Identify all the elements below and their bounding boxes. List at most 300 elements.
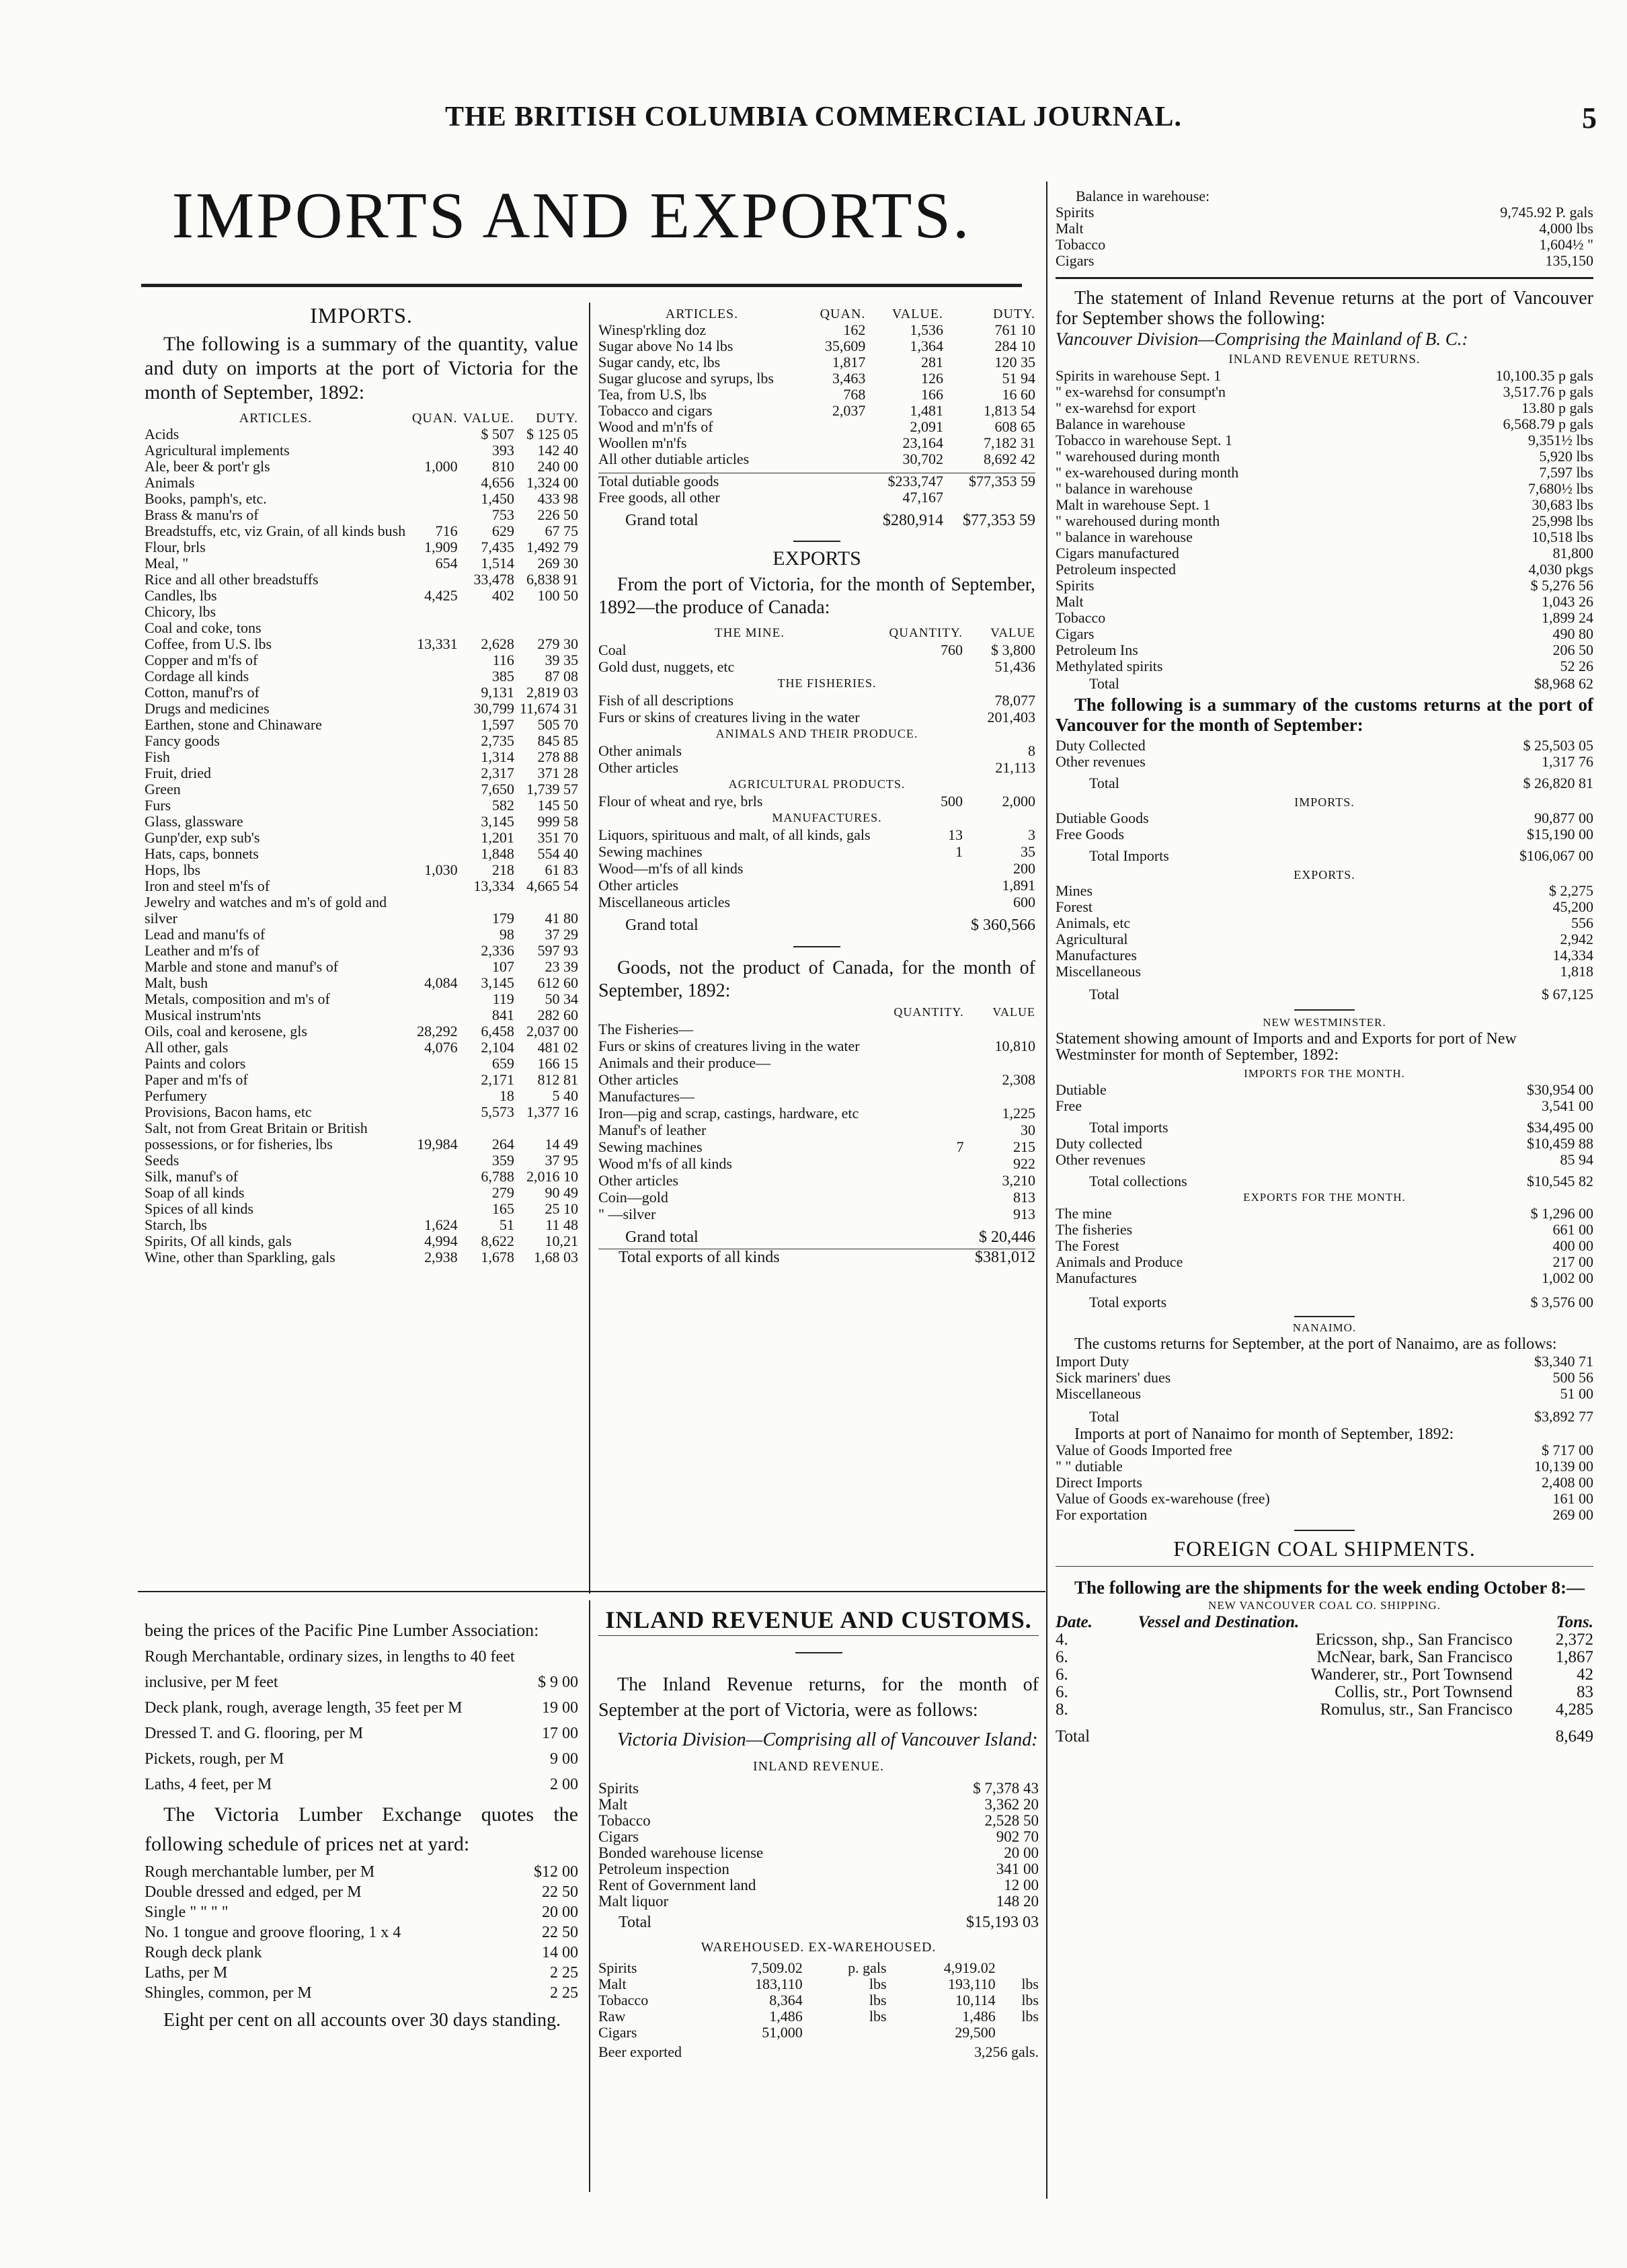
row-value: 2,735 [481, 732, 514, 749]
row-label: 6. [1056, 1666, 1068, 1684]
imports-row [145, 1056, 578, 1072]
ir-row [1056, 545, 1593, 561]
row-value: 61 83 [545, 861, 578, 878]
row-label: " warehoused during month [1056, 448, 1220, 465]
row-value: 126 [921, 370, 944, 387]
row-value: 10,114 [955, 1992, 996, 2008]
row-value: 51 00 [1560, 1385, 1593, 1402]
row-label: All other dutiable articles [598, 451, 750, 467]
notcanada-row [598, 1054, 1035, 1071]
col-value: VALUE [990, 626, 1035, 640]
row-value: 39 35 [545, 652, 578, 668]
cust-total-value: $ 26,820 81 [1523, 775, 1593, 791]
inland-total-row [598, 1912, 1039, 1932]
row-label: Spirits in warehouse Sept. 1 [1056, 367, 1222, 384]
coal-row [1056, 1666, 1593, 1684]
inland-row [598, 1781, 1039, 1797]
free-goods-value: 47,167 [902, 489, 944, 506]
row-label: Free Goods [1056, 826, 1125, 843]
row-value [964, 1021, 1035, 1038]
row-value [882, 1155, 964, 1172]
row-value: 17 00 [542, 1725, 578, 1742]
row-label: Other revenues [1056, 1151, 1146, 1168]
vanc-export-row [1056, 947, 1593, 964]
row-value: 7,680½ lbs [1527, 480, 1593, 497]
row-value: 1,848 [481, 845, 514, 862]
coal-sub: NEW VANCOUVER COAL CO. SHIPPING. [1208, 1599, 1441, 1612]
ir-row [1056, 368, 1593, 384]
row-label: Iron and steel m'fs of [145, 877, 270, 894]
vanc-imports-total-label: Total Imports [1089, 847, 1169, 864]
row-value: 1,492 79 [526, 539, 578, 555]
row-value: 42 [1577, 1666, 1593, 1684]
row-value: 2,037 [832, 402, 866, 419]
row-value [881, 860, 963, 877]
row-value: 845 85 [537, 732, 578, 749]
vanc-exports-total-value: $ 67,125 [1542, 986, 1593, 1003]
ir-row [1056, 529, 1593, 545]
row-label: Animals and their produce— [598, 1054, 770, 1071]
exports-row [598, 826, 1035, 843]
row-value: 4,000 lbs [1539, 220, 1593, 237]
imports-row [145, 975, 578, 991]
row-label: Chicory, lbs [145, 603, 216, 620]
row-label: Spices of all kinds [145, 1200, 253, 1217]
imports-row [145, 1201, 578, 1217]
row-value: 1,000 [424, 458, 458, 475]
exports-heading: EXPORTS [772, 547, 861, 570]
notcanada-row [598, 1172, 1035, 1189]
row-label: Cigars [598, 2024, 637, 2041]
row-value: 654 [435, 555, 458, 572]
coal-rows [1056, 1631, 1593, 1719]
row-value: 217 00 [1552, 1253, 1593, 1270]
nw-export-row [1056, 1206, 1593, 1222]
row-label: Rough deck plank [145, 1944, 262, 1961]
row-value [407, 733, 458, 749]
row-value: 813 [1013, 1189, 1035, 1206]
ir-value-row [1056, 642, 1593, 658]
row-value [407, 1072, 458, 1088]
right-column [1056, 188, 1593, 1746]
row-value: $ 717 00 [1542, 1442, 1593, 1458]
row-label: Hops, lbs [145, 861, 201, 878]
row-value: 716 [435, 522, 458, 539]
row-label: Cigars [598, 1828, 639, 1845]
imports-row [145, 878, 578, 894]
row-value: 14 49 [545, 1136, 578, 1152]
row-value: 1,201 [481, 829, 514, 846]
row-value: p. gals [848, 1959, 887, 1976]
row-label: Gold dust, nuggets, etc [598, 658, 735, 675]
row-value: 81,800 [1552, 545, 1593, 561]
row-value: 1,899 24 [1542, 609, 1593, 626]
row-value [407, 1056, 458, 1072]
row-value [407, 701, 458, 717]
column-rule [589, 1600, 590, 2192]
row-label: For exportation [1056, 1506, 1148, 1523]
col-value: VALUE. [463, 411, 514, 426]
imports-row [145, 1120, 578, 1152]
row-value: 116 [492, 652, 514, 668]
divider [1056, 1566, 1593, 1567]
row-value: $30,954 00 [1527, 1081, 1593, 1098]
row-value: 7,509.02 [750, 1959, 803, 1976]
row-label: Tobacco [1056, 609, 1106, 626]
row-label: Soap of all kinds [145, 1184, 245, 1201]
exports-fisheries-rows [598, 692, 1035, 726]
row-value [407, 652, 458, 668]
row-value: 206 50 [1552, 641, 1593, 658]
row-value: 18 [499, 1087, 514, 1104]
row-value: 341 00 [996, 1861, 1039, 1877]
row-value: 21,113 [995, 759, 1035, 776]
row-value [407, 749, 458, 765]
row-value: 282 60 [537, 1007, 578, 1023]
imports-row [598, 403, 1035, 419]
nw-imp-head: IMPORTS FOR THE MONTH. [1244, 1067, 1405, 1080]
row-label: Other articles [598, 877, 679, 894]
row-value: $ 5,276 56 [1530, 577, 1593, 594]
imports-row [145, 749, 578, 765]
row-value: 5 40 [552, 1087, 578, 1104]
row-label: Manufactures— [598, 1088, 695, 1105]
row-value: 9,745.92 P. gals [1500, 204, 1593, 221]
row-label: Double dressed and edged, per M [145, 1883, 362, 1901]
row-label: Woollen m'n'fs [598, 434, 687, 451]
row-value: 3 [1028, 826, 1035, 843]
total-dutiable-duty: $77,353 59 [969, 473, 1035, 490]
imports-continued [598, 306, 1035, 1266]
row-value: 2,000 [1002, 793, 1035, 810]
nw-imp-total-label: Total imports [1089, 1119, 1168, 1136]
col-tons: Tons. [1556, 1613, 1593, 1631]
page-title: IMPORTS AND EXPORTS. [171, 180, 971, 252]
row-value [407, 991, 458, 1007]
imports-row [145, 1185, 578, 1201]
row-value: Collis, str., Port Townsend [1335, 1683, 1513, 1701]
inland-row [598, 1797, 1039, 1813]
notcanada-row [598, 1105, 1035, 1122]
row-value: 240 00 [537, 458, 578, 475]
row-value: 1,909 [424, 539, 458, 555]
nw-exp-total-row [1056, 1294, 1593, 1311]
balance-row [1056, 204, 1593, 221]
imports-heading: IMPORTS. [310, 303, 413, 327]
lumber-row [145, 1772, 578, 1797]
row-label: Single " " " " [145, 1904, 229, 1921]
row-label: Malt [598, 1976, 627, 1992]
row-value: 193,110 [948, 1976, 996, 1992]
row-value: 269 30 [537, 555, 578, 572]
row-value: 2 25 [550, 1984, 578, 2002]
row-value: 3,541 00 [1542, 1097, 1593, 1114]
row-value: 13 [948, 826, 963, 843]
cust-total-label: Total [1089, 775, 1119, 791]
exports-row [598, 860, 1035, 877]
nanaimo-import-row [1056, 1442, 1593, 1458]
imports-table-a [145, 410, 578, 1265]
exports-row [598, 641, 1035, 658]
row-value: 902 70 [996, 1828, 1039, 1845]
row-value: 3,145 [481, 974, 514, 991]
inland-total-label: Total [619, 1914, 651, 1931]
row-value: McNear, bark, San Francisco [1316, 1648, 1513, 1666]
inland-section [598, 1606, 1039, 2061]
ir-row [1056, 465, 1593, 481]
row-label: Candles, lbs [145, 587, 217, 604]
total-dutiable-label: Total dutiable goods [598, 473, 719, 490]
exports-row [598, 709, 1035, 726]
notcanada-row [598, 1206, 1035, 1222]
row-value: 35 [1021, 843, 1035, 860]
ir-row [1056, 432, 1593, 448]
row-value: 1,891 [1002, 877, 1035, 894]
row-value [882, 1122, 964, 1138]
customs-table [1056, 738, 1593, 770]
inland-total-value: $15,193 03 [966, 1914, 1039, 1931]
row-label: Meal, " [145, 555, 189, 572]
grand-total-value: $280,914 [883, 512, 944, 529]
imports-row [145, 1007, 578, 1023]
nanaimo-head: NANAIMO. [1292, 1321, 1357, 1334]
row-label: Cotton, manuf'rs of [145, 684, 260, 701]
ir-row [1056, 561, 1593, 578]
row-value [805, 435, 865, 451]
row-label: Rough Merchantable, ordinary sizes, in lengths to 40 feet inclusive, per M feet [145, 1648, 515, 1691]
nw-duty-row [1056, 1152, 1593, 1168]
imports-row [145, 943, 578, 959]
row-value: 33,478 [473, 571, 514, 588]
row-value: 2,336 [481, 942, 514, 959]
notcanada-intro: Goods, not the product of Canada, for the month of September, 1892: [598, 957, 1035, 1001]
row-value: 135,150 [1545, 252, 1593, 269]
row-value [882, 1172, 964, 1189]
nw-import-row [1056, 1098, 1593, 1114]
row-label: Methylated spirits [1056, 658, 1163, 674]
row-label: Spirits [598, 1959, 637, 1976]
grand-total-label: Grand total [625, 512, 699, 529]
row-value: 753 [491, 506, 514, 523]
balance-table [1056, 204, 1593, 269]
row-value: 1,043 26 [1542, 593, 1593, 610]
row-value: 7,182 31 [984, 434, 1035, 451]
ir-row [1056, 481, 1593, 497]
row-value: 279 30 [537, 635, 578, 652]
imports-row [145, 991, 578, 1007]
imports-row [145, 797, 578, 814]
nw-intro: Statement showing amount of Imports and and Exports for port of New Westminster for month of September, 1892: [1056, 1030, 1517, 1064]
row-value: 19,984 [417, 1136, 458, 1152]
vanc-exports-head: EXPORTS. [1294, 868, 1355, 882]
coal-total-row [1056, 1728, 1593, 1746]
row-value: 1,450 [481, 490, 514, 507]
nw-coll-total-value: $10,545 82 [1527, 1173, 1593, 1189]
row-label: Wood—m'fs of all kinds [598, 860, 744, 877]
row-value: 505 70 [537, 716, 578, 733]
row-value [407, 442, 458, 459]
col-quantity: QUANTITY. [889, 626, 963, 640]
row-value: lbs [869, 1976, 887, 1992]
row-value: 4,076 [424, 1039, 458, 1056]
row-value [407, 927, 458, 943]
row-label: Rice and all other breadstuffs [145, 571, 319, 588]
row-value: 41 80 [545, 910, 578, 927]
imports-row [145, 894, 578, 927]
row-value: 37 29 [545, 926, 578, 943]
divider [793, 541, 840, 542]
customs-row [1056, 754, 1593, 770]
row-value: 35,609 [824, 338, 866, 354]
row-value: 2,819 03 [526, 684, 578, 701]
row-label: Petroleum inspection [598, 1861, 729, 1877]
row-label: " —silver [598, 1206, 656, 1222]
row-label: Fish of all descriptions [598, 692, 734, 709]
row-label: Tobacco and cigars [598, 402, 713, 419]
row-label: Coal and coke, tons [145, 619, 262, 636]
row-value: 10,21 [545, 1233, 578, 1249]
row-value: 3,210 [1002, 1172, 1035, 1189]
notcanada-row [598, 1189, 1035, 1206]
row-label: Liquors, spirituous and malt, of all kinds, gals [598, 826, 871, 843]
row-value: 6,458 [481, 1023, 514, 1040]
row-value: 25 10 [545, 1200, 578, 1217]
imports-row [145, 830, 578, 846]
vanc-imports-table [1056, 810, 1593, 843]
row-value: 9 00 [550, 1750, 578, 1768]
ir-total-value: $8,968 62 [1534, 675, 1593, 692]
row-value: lbs [869, 1992, 887, 2008]
row-label: Import Duty [1056, 1353, 1129, 1370]
row-value: 2,317 [481, 765, 514, 781]
warehouse-head: WAREHOUSED. EX-WAREHOUSED. [701, 1940, 937, 1955]
row-value: 13,334 [473, 877, 514, 894]
row-value: 10,810 [994, 1038, 1035, 1054]
row-value: 4,084 [424, 974, 458, 991]
row-value: 1,030 [424, 861, 458, 878]
row-value: 3,463 [832, 370, 866, 387]
row-value [964, 1054, 1035, 1071]
row-value: 4,994 [424, 1233, 458, 1249]
row-value: 226 50 [537, 506, 578, 523]
col-quantity: QUANTITY. [894, 1005, 964, 1019]
imports-b-rows [598, 322, 1035, 467]
row-label: The fisheries [1056, 1221, 1133, 1238]
nw-imp-total-row [1056, 1120, 1593, 1136]
col-value: VALUE. [891, 307, 944, 321]
row-value: 30,702 [902, 451, 944, 467]
exports-row [598, 877, 1035, 894]
row-label: Free [1056, 1097, 1082, 1114]
nanaimo-total-value: $3,892 77 [1534, 1408, 1593, 1425]
nanaimo-total-row [1056, 1409, 1593, 1425]
imports-row [145, 685, 578, 701]
row-value: 2,938 [424, 1249, 458, 1265]
row-label: Petroleum Ins [1056, 641, 1138, 658]
divider [1294, 1009, 1355, 1011]
exchange-row [145, 1922, 578, 1943]
row-label: Value of Goods ex-warehouse (free) [1056, 1490, 1270, 1507]
row-value: 4,285 [1555, 1700, 1593, 1719]
row-value: 12 00 [1004, 1877, 1039, 1893]
row-value: 1,624 [424, 1216, 458, 1233]
inland-row [598, 1877, 1039, 1893]
row-label: Manufactures [1056, 947, 1137, 964]
imports-row [145, 1249, 578, 1265]
imports-row [145, 1072, 578, 1088]
row-label: Malt [598, 1796, 628, 1813]
page-number: 5 [1582, 102, 1597, 134]
imports-row [145, 927, 578, 943]
col-duty: DUTY. [993, 307, 1035, 321]
imports-row [145, 1217, 578, 1233]
row-label: " " dutiable [1056, 1458, 1123, 1475]
nw-imports-table [1056, 1082, 1593, 1114]
row-value: 29,500 [955, 2024, 996, 2041]
row-value [882, 1206, 964, 1222]
cust-total-row [1056, 775, 1593, 791]
row-value: 11 48 [545, 1216, 578, 1233]
row-label: Brass & manu'rs of [145, 506, 259, 523]
row-value: 183,110 [755, 1976, 803, 1992]
row-value: 2 25 [550, 1964, 578, 1982]
column-rule [1046, 182, 1047, 2199]
balance-row [1056, 253, 1593, 269]
exports-grand-total-row [598, 917, 1035, 934]
row-value: 1,68 03 [534, 1249, 578, 1265]
row-label: The Fisheries— [598, 1021, 694, 1038]
row-label: Cigars [1056, 625, 1095, 642]
row-value: 9,131 [481, 684, 514, 701]
row-label: Malt in warehouse Sept. 1 [1056, 496, 1211, 513]
row-value: $ 25,503 05 [1523, 737, 1593, 754]
row-value: 2,037 00 [526, 1023, 578, 1040]
row-label: Raw [598, 2008, 626, 2025]
row-value [882, 1038, 964, 1054]
row-value: 1,317 76 [1542, 753, 1593, 770]
exports-row [598, 759, 1035, 776]
coal-row [1056, 1631, 1593, 1649]
imports-row [145, 765, 578, 781]
col-value: VALUE [992, 1005, 1035, 1019]
vanc-exports-table [1056, 883, 1593, 980]
row-value [805, 419, 865, 435]
row-value: 612 60 [537, 974, 578, 991]
exchange-row [145, 1983, 578, 2003]
row-value [882, 1054, 964, 1071]
nanaimo-total-label: Total [1089, 1408, 1119, 1425]
warehouse-row [598, 2025, 1039, 2041]
row-label: Leather and m'fs of [145, 942, 260, 959]
row-value: 279 [491, 1184, 514, 1201]
row-label: Spirits [598, 1780, 639, 1797]
row-value: 284 10 [994, 338, 1035, 354]
imports-row [145, 475, 578, 491]
row-value: 1,604½ " [1539, 236, 1593, 253]
row-value: $10,459 88 [1527, 1135, 1593, 1152]
row-value: 600 [1013, 894, 1035, 910]
nw-export-row [1056, 1254, 1593, 1270]
row-label: Laths, per M [145, 1964, 228, 1982]
warehouse-row [598, 2008, 1039, 2025]
fisheries-head: THE FISHERIES. [777, 676, 877, 690]
row-value: 9,351½ lbs [1527, 432, 1593, 448]
row-value: $ 125 05 [526, 426, 578, 442]
row-value [407, 475, 458, 491]
row-label: Tobacco [1056, 236, 1106, 253]
row-value: 166 [921, 386, 944, 403]
row-value [407, 717, 458, 733]
